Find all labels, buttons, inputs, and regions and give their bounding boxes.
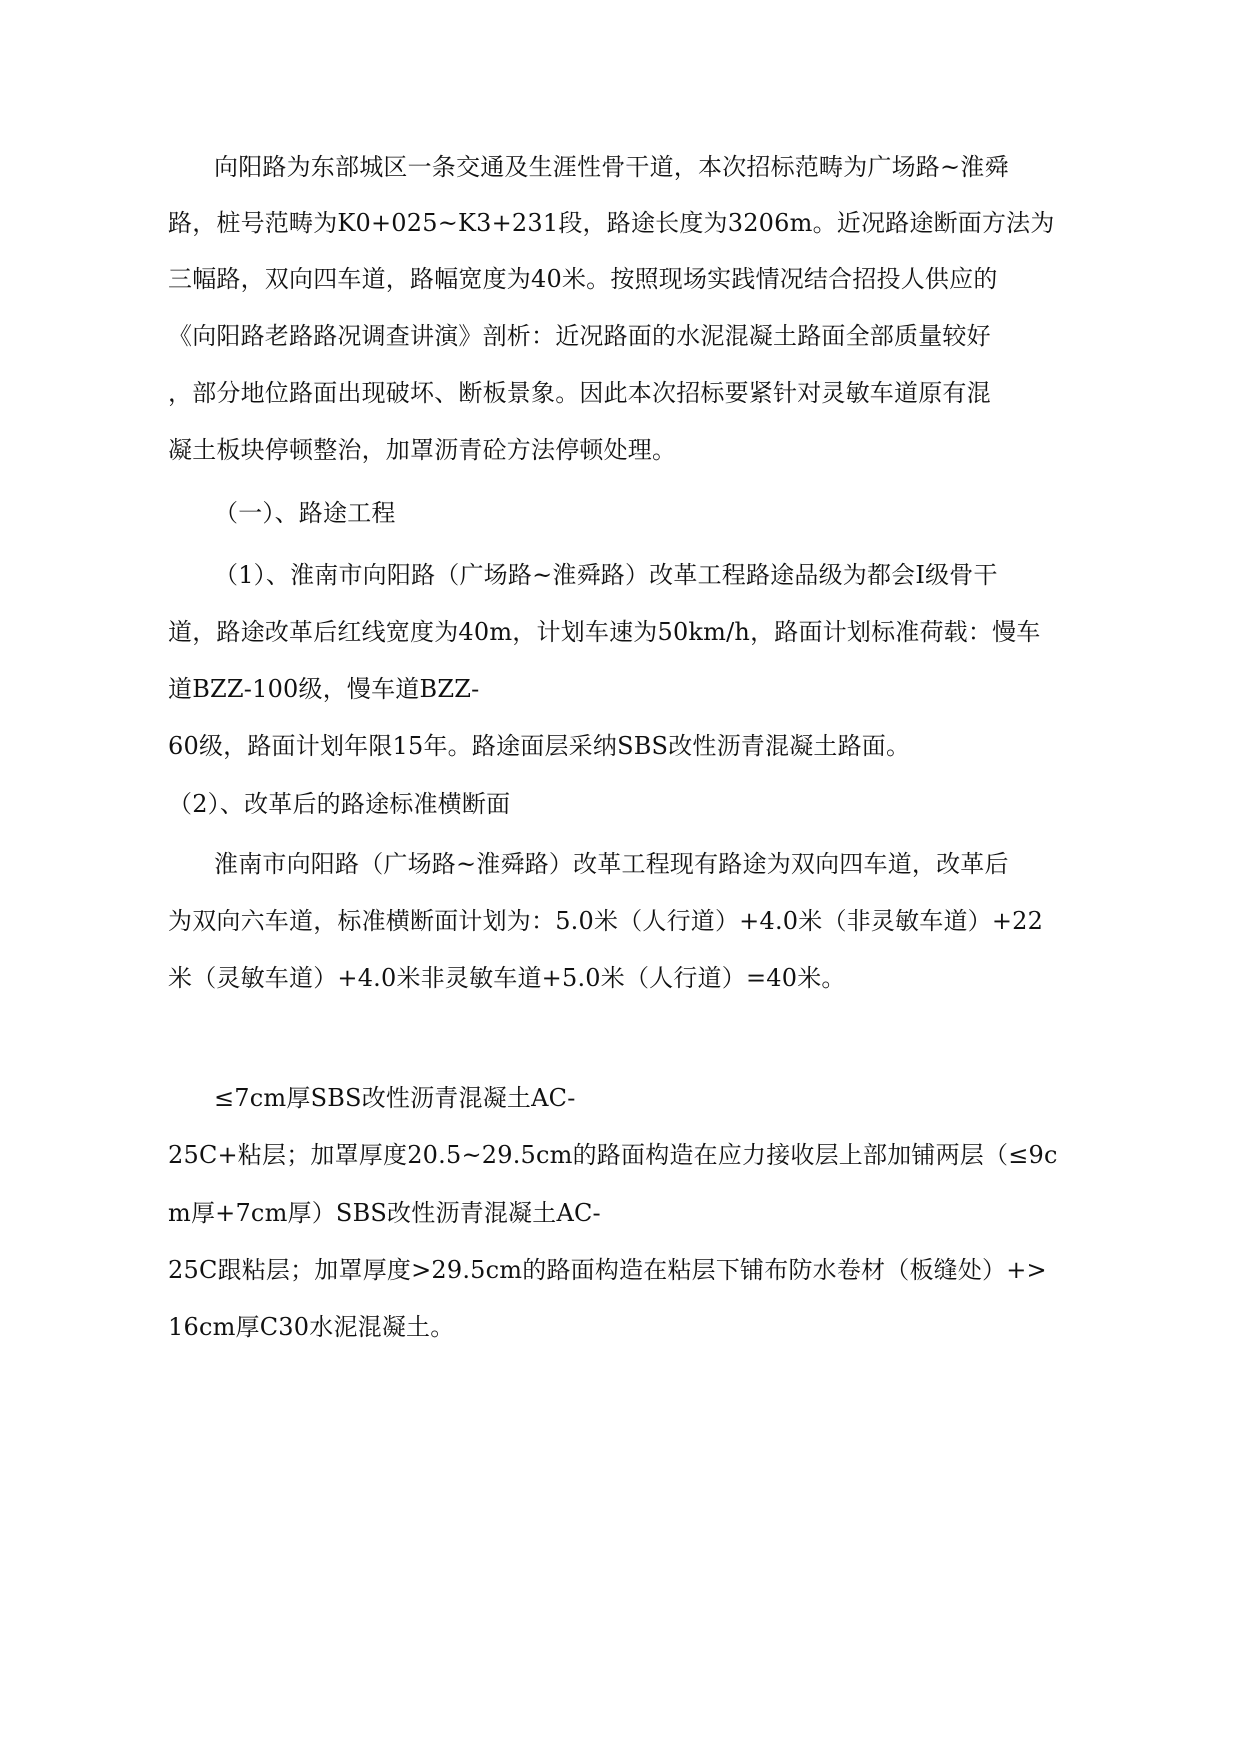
text-line: 米（灵敏车道）+4.0米非灵敏车道+5.0米（人行道）=40米。 [168,964,846,992]
text-line: 三幅路，双向四车道，路幅宽度为40米。按照现场实践情况结合招投人供应的 [168,265,998,293]
text-line: ≤7cm厚SBS改性沥青混凝土AC- [214,1084,576,1112]
text-line: 凝土板块停顿整治，加罩沥青砼方法停顿处理。 [168,436,677,464]
text-line: 25C跟粘层；加罩厚度>29.5cm的路面构造在粘层下铺布防水卷材（板缝处）+> [168,1256,1047,1284]
text-line: 60级，路面计划年限15年。路途面层采纳SBS改性沥青混凝土路面。 [168,732,911,760]
section-heading: （一）、路途工程 [214,499,396,527]
text-line: m厚+7cm厚）SBS改性沥青混凝土AC- [168,1199,601,1227]
text-line: 16cm厚C30水泥混凝土。 [168,1313,455,1341]
text-line: 《向阳路老路路况调查讲演》剖析：近况路面的水泥混凝土路面全部质量较好 [168,322,991,350]
text-line: （1）、淮南市向阳路（广场路~淮舜路）改革工程路途品级为都会Ⅰ级骨干 [214,561,998,589]
text-line: 为双向六车道，标准横断面计划为：5.0米（人行道）+4.0米（非灵敏车道）+22 [168,907,1044,935]
text-line: 路，桩号范畴为K0+025~K3+231段，路途长度为3206m。近况路途断面方法为 [168,209,1055,237]
text-line: 道BZZ-100级，慢车道BZZ- [168,675,480,703]
text-line: 25C+粘层；加罩厚度20.5~29.5cm的路面构造在应力接收层上部加铺两层（≤9c [168,1141,1058,1169]
text-line: ，部分地位路面出现破坏、断板景象。因此本次招标要紧针对灵敏车道原有混 [168,379,991,407]
text-line: 淮南市向阳路（广场路~淮舜路）改革工程现有路途为双向四车道，改革后 [214,850,1009,878]
text-line: 道，路途改革后红线宽度为40m，计划车速为50km/h，路面计划标准荷载：慢车 [168,618,1041,646]
section-heading: （2）、改革后的路途标准横断面 [168,790,511,818]
text-line: 向阳路为东部城区一条交通及生涯性骨干道，本次招标范畴为广场路~淮舜 [214,153,1009,181]
